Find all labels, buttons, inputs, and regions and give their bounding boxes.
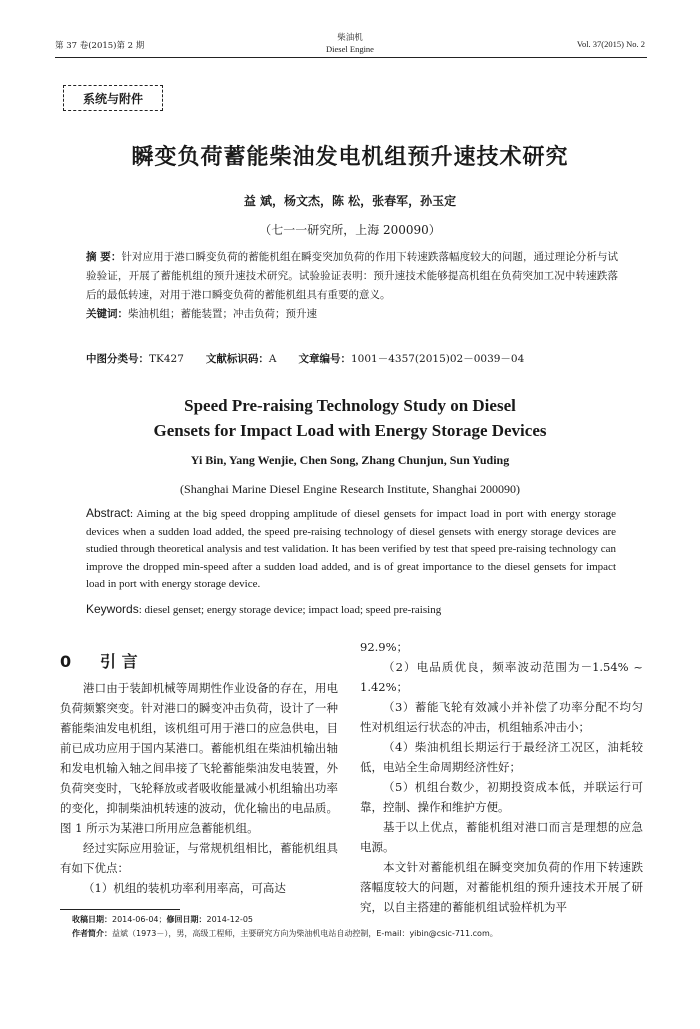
left-paragraph-3: （1）机组的装机功率利用率高，可高达 xyxy=(83,881,286,895)
section-number: 0 xyxy=(60,652,72,671)
cn-title: 瞬变负荷蓄能柴油发电机组预升速技术研究 xyxy=(131,145,569,170)
right-paragraph-2: （3）蓄能飞轮有效减小并补偿了功率分配不均匀性对机组运行状态的冲击，机组轴系冲击小； xyxy=(360,700,643,734)
received-date-label: 收稿日期： xyxy=(72,915,112,924)
right-paragraph-6: 本文针对蓄能机组在瞬变突加负荷的作用下转速跌落幅度较大的问题，对蓄能机组的预升速技术开展了研究，以自主搭建的蓄能机组试验样机为平 xyxy=(360,860,643,914)
article-number-value: 1001－4357(2015)02－0039－04 xyxy=(350,353,525,365)
right-column xyxy=(360,637,643,917)
cn-keywords-text: 柴油机组；蓄能装置；冲击负荷；预升速 xyxy=(128,308,317,320)
clc-label: 中图分类号： xyxy=(86,353,149,365)
cn-affiliation: （七一一研究所，上海 200090） xyxy=(259,223,441,237)
en-title-line1: Speed Pre-raising Technology Study on Diesel xyxy=(184,396,516,415)
cn-authors: 益 斌，杨文杰，陈 松，张春军，孙玉定 xyxy=(243,194,457,208)
en-abstract-text: Aiming at the big speed dropping amplitude of diesel gensets for impact load in port with energy storage devices when a sudden load added, the speed pre-raising technology of diesel gensets with energy storage devices are studied through theoretical analysis and test validation. It has been verified by test that speed pre-raising technology can improve the dropped min-speed after a sudden load added, and is of great importance to the diesel gensets for impact load in port with energy storage device. xyxy=(86,508,616,591)
cn-abstract-label: 摘 要： xyxy=(86,251,122,263)
en-abstract-label: Abstract xyxy=(86,506,131,520)
cn-abstract xyxy=(86,248,618,324)
footnote-rule xyxy=(60,909,180,910)
received-date-value: 2014-06-04； xyxy=(112,915,167,924)
en-keywords-text: diesel genset; energy storage device; impact load; speed pre-raising xyxy=(144,604,442,616)
revised-date-value: 2014-12-05 xyxy=(206,915,253,924)
right-paragraph-0: 92.9%； xyxy=(360,640,409,654)
doc-code-label: 文献标识码： xyxy=(205,353,269,365)
right-paragraph-4: （5）机组台数少，初期投资成本低，并联运行可靠，控制、操作和维护方便。 xyxy=(360,780,643,814)
article-number-label: 文章编号： xyxy=(298,353,351,365)
section-tag: 系统与附件 xyxy=(63,85,163,111)
running-header-right: Vol. 37(2015) No. 2 xyxy=(576,39,645,49)
cn-abstract-text: 针对应用于港口瞬变负荷的蓄能机组在瞬变突加负荷的作用下转速跌落幅度较大的问题，通过理论分析与试验验证，开展了蓄能机组的预升速技术研究。试验验证表明：预升速技术能够提高机组在负荷突加工况中转速跌落后的最低转速，对用于港口瞬变负荷的蓄能机组具有重要的意义。 xyxy=(86,251,619,301)
right-paragraph-3: （4）柴油机组长期运行于最经济工况区，油耗较低，电站全生命周期经济性好； xyxy=(360,740,643,774)
en-abstract: Abstract: Aiming at the big speed dropping amplitude of diesel gensets for impact load in port with energy storage devices when a sudden load added, the speed pre-raising technology of diesel gensets with energy storage devices are studied through theoretical analysis and test validation. It has been verified by test that speed pre-raising technology can improve the dropped min-speed after a sudden load added, and is of great importance to the diesel gensets for impact load in port with energy storage device. xyxy=(86,506,616,591)
clc-value: TK427 xyxy=(149,353,184,365)
en-keywords: Keywords: diesel genset; energy storage device; impact load; speed pre-raising xyxy=(86,602,442,616)
left-paragraph-1: 港口由于装卸机械等周期性作业设备的存在，用电负荷频繁突变。针对港口的瞬变冲击负荷，设计了一种蓄能柴油发电机组，该机组可用于港口的应急供电，目前已成功应用于国内某港口。蓄能机组在柴油机输出轴和发电机输入轴之间串接了飞轮蓄能柴油发电装置，外负荷突变时，飞轮释放或者吸收能量减小机组输出功率的变化，抑制柴油机转速的波动，优化输出的电品质。图 1 所示为某港口所用应急蓄能机组。 xyxy=(60,681,338,835)
left-paragraph-2: 经过实际应用验证，与常规机组相比，蓄能机组具有如下优点： xyxy=(60,841,338,875)
classification-line xyxy=(86,351,646,366)
footnote-author xyxy=(72,928,652,939)
author-bio-label: 作者简介： xyxy=(72,929,112,938)
doc-code-value: A xyxy=(268,353,277,365)
right-paragraph-5: 基于以上优点，蓄能机组对港口而言是理想的应急电源。 xyxy=(360,820,643,854)
en-affiliation: (Shanghai Marine Diesel Engine Research Institute, Shanghai 200090) xyxy=(180,482,520,496)
en-keywords-label: Keywords xyxy=(86,602,139,616)
running-header-center-cn: 柴油机 xyxy=(337,33,363,43)
cn-keywords-label: 关键词： xyxy=(86,308,128,320)
revised-date-label: 修回日期： xyxy=(166,915,207,924)
en-title xyxy=(0,393,700,443)
footnote-dates xyxy=(72,914,652,925)
en-authors: Yi Bin, Yang Wenjie, Chen Song, Zhang Chunjun, Sun Yuding xyxy=(190,453,510,467)
en-title-line2: Gensets for Impact Load with Energy Storage Devices xyxy=(153,421,547,440)
section-heading xyxy=(60,649,138,672)
section-title: 引 言 xyxy=(100,652,138,671)
running-header-left: 第 37 卷(2015)第 2 期 xyxy=(55,41,145,51)
running-header-center-en: Diesel Engine xyxy=(326,44,374,54)
author-bio-text: 益斌（1973－），男，高级工程师，主要研究方向为柴油机电站自动控制，E-mail：yibin@csic-711.com。 xyxy=(112,929,498,938)
right-paragraph-1: （2）电品质优良，频率波动范围为－1.54% ~ 1.42%； xyxy=(360,660,643,694)
header-rule xyxy=(55,57,647,58)
left-column xyxy=(60,678,338,898)
